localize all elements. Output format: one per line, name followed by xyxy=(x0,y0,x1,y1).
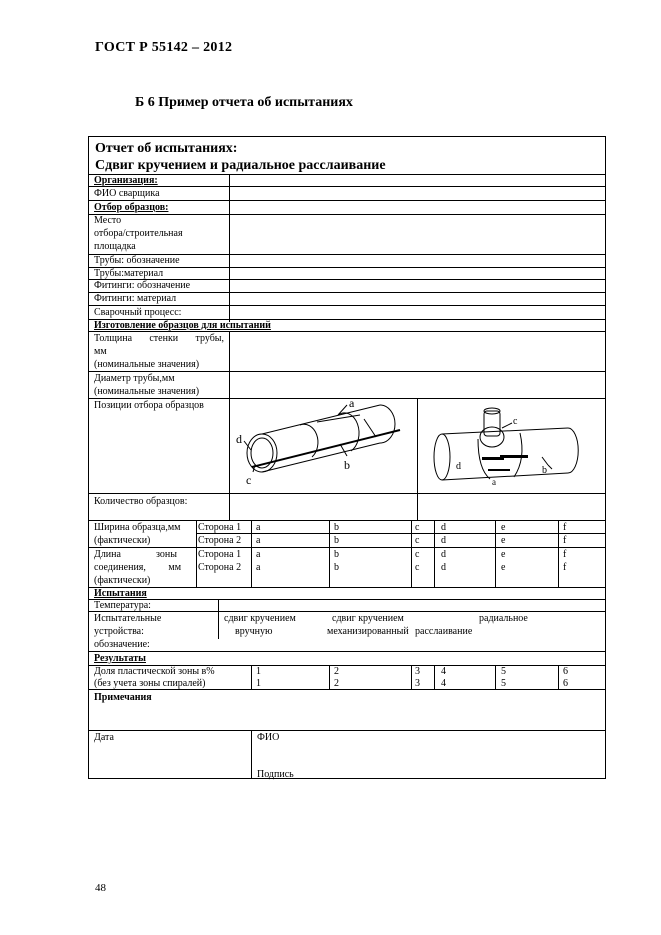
welder-name-label: ФИО сварщика xyxy=(94,188,160,199)
result-r2-4: 4 xyxy=(441,678,446,689)
length-side1: Сторона 1 xyxy=(198,549,242,560)
fig2-label-a: a xyxy=(492,477,496,487)
pipe-designation-label: Трубы: обозначение xyxy=(94,255,180,266)
length-s2-a: a xyxy=(256,562,261,573)
device-opt-radial: радиальное xyxy=(479,613,528,624)
fio-label: ФИО xyxy=(257,732,280,743)
length-s1-c: c xyxy=(415,549,420,560)
length-label-1: Длина зоны xyxy=(94,549,177,560)
result-r1-6: 6 xyxy=(563,666,568,677)
organization-label: Организация: xyxy=(94,175,158,186)
fig1-label-d: d xyxy=(236,432,242,446)
fig1-label-c: c xyxy=(246,473,252,487)
fig1-label-b: b xyxy=(344,458,350,472)
section-title: Б 6 Пример отчета об испытаниях xyxy=(135,95,353,110)
result-r1-4: 4 xyxy=(441,666,446,677)
date-label: Дата xyxy=(94,732,114,743)
page-number: 48 xyxy=(95,882,106,894)
width-side2: Сторона 2 xyxy=(198,535,242,546)
length-label-2: соединения, мм xyxy=(94,562,182,573)
temperature-label: Температура: xyxy=(94,600,151,611)
pipe-sample-figure xyxy=(230,399,416,492)
width-s2-a: a xyxy=(256,535,261,546)
width-side1: Сторона 1 xyxy=(198,522,242,533)
width-label-2: (фактически) xyxy=(94,535,151,546)
width-s2-b: b xyxy=(334,535,339,546)
device-opt-torsion-2: сдвиг кручением xyxy=(332,613,404,624)
length-s2-b: b xyxy=(334,562,339,573)
width-s2-d: d xyxy=(441,535,446,546)
location-label-1: Место xyxy=(94,215,122,226)
test-devices-label-3: обозначение: xyxy=(94,639,150,650)
device-opt-manual: вручную xyxy=(235,626,273,637)
length-s2-d: d xyxy=(441,562,446,573)
width-s1-f: f xyxy=(563,522,567,533)
device-opt-delamination: расслаивание xyxy=(415,626,473,637)
result-r1-5: 5 xyxy=(501,666,506,677)
wall-thickness-label-2: мм xyxy=(94,346,107,357)
fig2-label-d: d xyxy=(456,461,461,472)
fig2-label-c: c xyxy=(513,416,518,427)
fig2-label-b: b xyxy=(542,465,547,476)
fitting-designation-label: Фитинги: обозначение xyxy=(94,280,191,291)
sample-count-label: Количество образцов: xyxy=(94,496,188,507)
length-s2-f: f xyxy=(563,562,567,573)
report-title-line1: Отчет об испытаниях: xyxy=(95,141,238,156)
location-label-3: площадка xyxy=(94,241,136,252)
width-s1-b: b xyxy=(334,522,339,533)
testing-label: Испытания xyxy=(94,588,147,599)
device-opt-mechanized: механизированный xyxy=(327,626,409,637)
location-label-2: отбора/строительная xyxy=(94,228,183,239)
test-devices-label-1: Испытательные xyxy=(94,613,162,624)
width-s1-e: e xyxy=(501,522,506,533)
pipe-diameter-label-1: Диаметр трубы,мм xyxy=(94,373,175,384)
fitting-material-label: Фитинги: материал xyxy=(94,293,177,304)
result-r1-2: 2 xyxy=(334,666,339,677)
test-report-form xyxy=(88,136,606,779)
notes-label: Примечания xyxy=(94,692,152,703)
width-s1-a: a xyxy=(256,522,261,533)
test-devices-label-2: устройства: xyxy=(94,626,144,637)
sampling-label: Отбор образцов: xyxy=(94,202,169,213)
result-r1-1: 1 xyxy=(256,666,261,677)
device-opt-torsion-1: сдвиг кручением xyxy=(224,613,296,624)
pipe-material-label: Трубы:материал xyxy=(94,268,164,279)
length-side2: Сторона 2 xyxy=(198,562,242,573)
length-s2-c: c xyxy=(415,562,420,573)
result-r2-3: 3 xyxy=(415,678,420,689)
plastic-zone-label-2: (без учета зоны спиралей) xyxy=(94,678,206,689)
length-label-3: (фактически) xyxy=(94,575,151,586)
width-s2-c: c xyxy=(415,535,420,546)
wall-thickness-label-1: Толщина стенки трубы, xyxy=(94,333,224,344)
standard-header: ГОСТ Р 55142 – 2012 xyxy=(95,40,233,55)
signature-label: Подпись xyxy=(257,769,294,780)
pipe-diameter-label-2: (номинальные значения) xyxy=(94,386,200,397)
result-r2-5: 5 xyxy=(501,678,506,689)
length-s1-f: f xyxy=(563,549,567,560)
width-s1-c: c xyxy=(415,522,420,533)
length-s2-e: e xyxy=(501,562,506,573)
preparation-label: Изготовление образцов для испытаний xyxy=(94,320,271,331)
result-r1-3: 3 xyxy=(415,666,420,677)
wall-thickness-label-3: (номинальные значения) xyxy=(94,359,200,370)
result-r2-1: 1 xyxy=(256,678,261,689)
width-label-1: Ширина образца,мм xyxy=(94,522,181,533)
width-s1-d: d xyxy=(441,522,446,533)
fig1-label-a: a xyxy=(349,399,355,410)
width-s2-e: e xyxy=(501,535,506,546)
length-s1-e: e xyxy=(501,549,506,560)
length-s1-d: d xyxy=(441,549,446,560)
sample-positions-label: Позиции отбора образцов xyxy=(94,400,204,411)
welding-process-label: Сварочный процесс: xyxy=(94,307,182,318)
result-r2-2: 2 xyxy=(334,678,339,689)
tee-fitting-figure xyxy=(418,399,606,492)
report-title-line2: Сдвиг кручением и радиальное расслаивание xyxy=(95,158,386,173)
length-s1-b: b xyxy=(334,549,339,560)
results-label: Результаты xyxy=(94,653,146,664)
length-s1-a: a xyxy=(256,549,261,560)
width-s2-f: f xyxy=(563,535,567,546)
plastic-zone-label-1: Доля пластической зоны в% xyxy=(94,666,215,677)
result-r2-6: 6 xyxy=(563,678,568,689)
